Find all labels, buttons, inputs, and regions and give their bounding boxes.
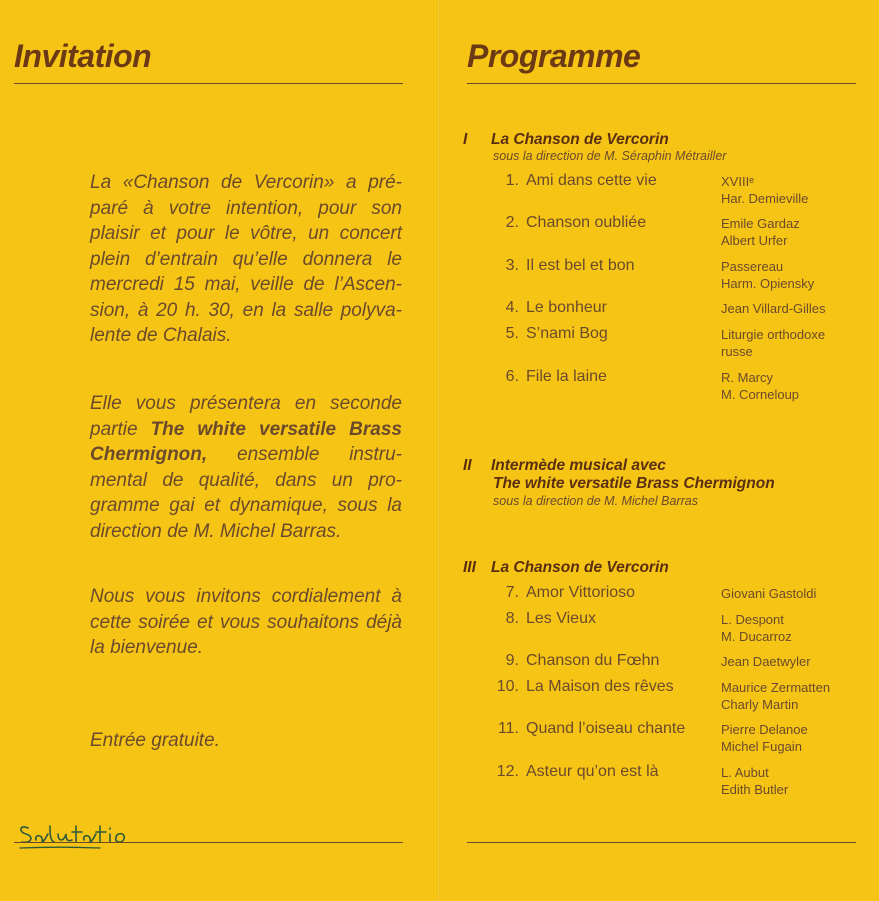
invitation-title-rule bbox=[14, 83, 403, 84]
paragraph-2-intro: Elle vous présentera en seconde partie bbox=[90, 393, 402, 440]
item-number: 9. bbox=[505, 652, 519, 669]
section-1-subtitle: sous la direction de M. Séraphin Métrailler bbox=[493, 149, 727, 163]
section-3-numeral: III bbox=[463, 559, 476, 576]
item-number: 8. bbox=[505, 610, 519, 627]
item-credits: Emile Gardaz Albert Urfer bbox=[721, 216, 800, 248]
item-credits: Jean Villard-Gilles bbox=[721, 301, 826, 316]
item-credits: L. Despont M. Ducarroz bbox=[721, 612, 792, 644]
programme-title-rule bbox=[467, 83, 856, 84]
page-fold bbox=[437, 0, 440, 901]
item-credits: XVIIIᵉ Har. Demieville bbox=[721, 174, 809, 206]
item-number: 4. bbox=[505, 299, 519, 316]
section-1-numeral: I bbox=[463, 131, 468, 148]
section-1-title: La Chanson de Vercorin bbox=[491, 131, 669, 148]
invitation-paragraph-1: La «Chanson de Vercorin» a pré-paré à votre intention, pour son plaisir et pour le vôtre, un concert plein d’entrain qu’elle donnera le mercredi 15 mai, veille de l’Ascen-sion, à 20 h. 30, en la salle polyva-lente de Chalais. bbox=[90, 172, 402, 346]
item-number: 12. bbox=[496, 763, 519, 780]
item-number: 6. bbox=[505, 368, 519, 385]
invitation-paragraph-3: Nous vous invitons cordialement à cette soirée et vous souhaitons déjà la bienvenue. bbox=[90, 586, 402, 658]
item-credits: Jean Daetwyler bbox=[721, 654, 811, 669]
item-credits: Giovani Gastoldi bbox=[721, 586, 817, 601]
item-number: 2. bbox=[505, 214, 519, 231]
item-number: 10. bbox=[496, 678, 519, 695]
section-3-title: La Chanson de Vercorin bbox=[491, 559, 669, 576]
item-title: Ami dans cette vie bbox=[526, 172, 657, 189]
item-title: Il est bel et bon bbox=[526, 257, 635, 274]
item-title: Chanson du Fœhn bbox=[526, 652, 660, 669]
paragraph-2-band-name: The white versatile Brass Chermignon, bbox=[90, 418, 402, 465]
item-number: 1. bbox=[505, 172, 519, 189]
item-number: 3. bbox=[505, 257, 519, 274]
programme-bottom-rule bbox=[467, 842, 856, 843]
item-number: 11. bbox=[497, 720, 519, 737]
item-title: Quand l’oiseau chante bbox=[526, 720, 686, 737]
item-title: Le bonheur bbox=[526, 299, 607, 316]
item-title: File la laine bbox=[526, 368, 607, 385]
item-credits: R. Marcy M. Corneloup bbox=[721, 370, 800, 402]
item-title: Chanson oubliée bbox=[526, 214, 647, 231]
item-title: Amor Vittorioso bbox=[526, 584, 636, 601]
handwritten-signature bbox=[14, 818, 144, 852]
section-1-heading bbox=[463, 131, 669, 149]
item-credits: Maurice Zermatten Charly Martin bbox=[721, 680, 831, 712]
item-credits: Pierre Delanoe Michel Fugain bbox=[721, 722, 808, 754]
item-title: Les Vieux bbox=[526, 610, 596, 627]
section-2-subtitle: sous la direction de M. Michel Barras bbox=[493, 494, 698, 508]
section-3-heading bbox=[463, 559, 669, 577]
item-credits: Liturgie orthodoxe russe bbox=[721, 327, 826, 359]
entry-note: Entrée gratuite. bbox=[90, 730, 220, 751]
item-credits: L. Aubut Edith Butler bbox=[721, 765, 789, 797]
item-credits: Passereau Harm. Opiensky bbox=[721, 259, 815, 291]
item-title: Asteur qu’on est là bbox=[526, 763, 659, 780]
item-title: La Maison des rêves bbox=[526, 678, 674, 695]
invitation-title: Invitation bbox=[14, 38, 152, 74]
section-2-heading bbox=[463, 457, 666, 475]
section-2-numeral: II bbox=[463, 457, 472, 474]
section-2-title: Intermède musical avec bbox=[491, 457, 666, 474]
programme-title: Programme bbox=[467, 38, 641, 74]
paragraph-2-rest: ensemble instru-mental de qualité, dans un pro-gramme gai et dynamique, sous la direction de M. Michel Barras. bbox=[90, 444, 402, 542]
item-number: 7. bbox=[505, 584, 519, 601]
item-title: S’nami Bog bbox=[526, 325, 608, 342]
invitation-paragraph-2 bbox=[90, 391, 402, 544]
invitation-bottom-rule bbox=[14, 842, 403, 843]
section-2-band-name: The white versatile Brass Chermignon bbox=[493, 475, 775, 492]
item-number: 5. bbox=[505, 325, 519, 342]
